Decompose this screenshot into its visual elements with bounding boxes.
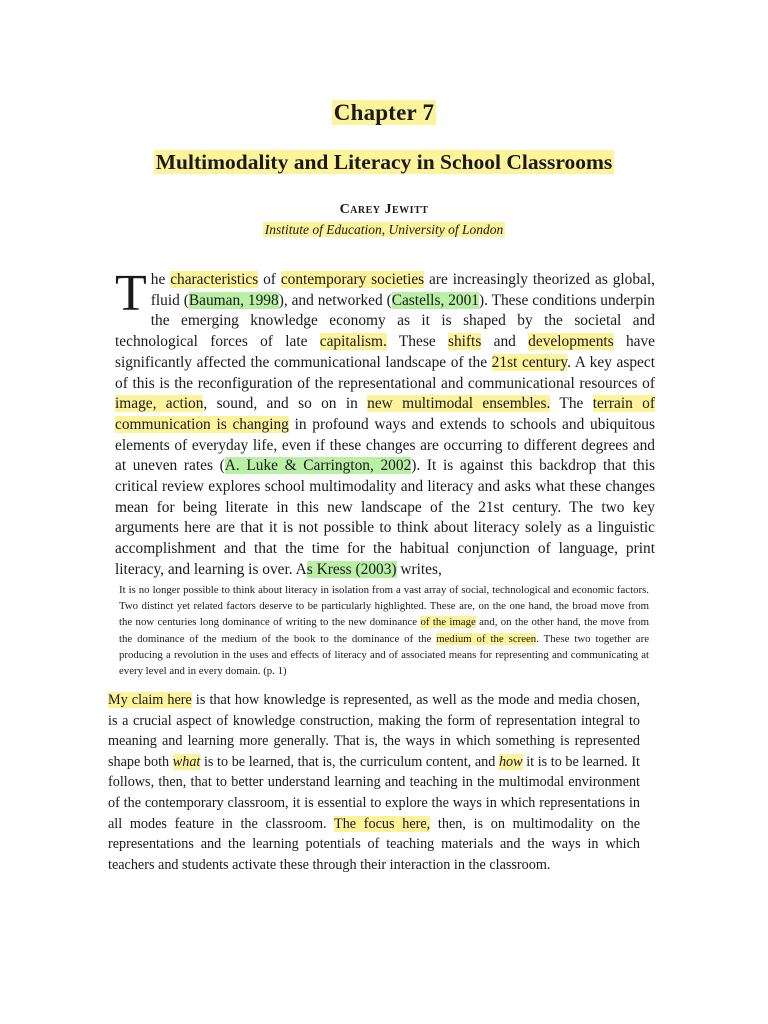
- author-affiliation: [0, 222, 768, 238]
- intro-text: have significantly affected the communicational landscape of the: [115, 333, 656, 371]
- highlight: new multimodal ensembles.: [367, 395, 551, 413]
- affiliation-text: Institute of Education, University of London: [264, 222, 504, 237]
- intro-text: are increasingly theorized as global, fluid (: [150, 271, 656, 309]
- quote-text: and, on the other hand, the move from the dominance of the medium of the book to the dominance of the: [119, 616, 649, 645]
- drop-cap: T: [115, 265, 147, 322]
- intro-text: in profound ways and extends to schools and ubiquitous elements of everyday life, even if these changes are occurring to different degrees and at uneven rates (: [115, 415, 655, 475]
- citation-highlight: Bauman, 1998: [188, 291, 279, 309]
- intro-paragraph: [115, 265, 656, 581]
- highlight: image, action: [115, 395, 204, 413]
- highlight: contemporary societies: [280, 271, 425, 288]
- highlight: medium of the screen: [436, 632, 537, 645]
- claim-paragraph: [108, 690, 640, 875]
- highlight: The focus here,: [334, 815, 431, 832]
- citation-highlight: Castells, 2001: [391, 291, 479, 309]
- paragraph-text: it is to be learned. It follows, then, that to better understand learning and teaching in the multimodal environment of the contemporary classroom, it is essential to explore the ways in which representations in all modes feature in the classroom.: [108, 753, 641, 832]
- intro-text: and: [481, 333, 529, 351]
- chapter-title: [0, 150, 768, 175]
- intro-text: ), and networked (: [278, 291, 392, 309]
- chapter-number-text: Chapter 7: [333, 100, 435, 125]
- highlight-italic: what: [172, 753, 201, 770]
- citation-highlight: A. Luke & Carrington, 2002: [224, 457, 412, 475]
- highlight: terrain of communication is changing: [115, 395, 655, 433]
- paragraph-text: is that how knowledge is represented, as well as the mode and media chosen, is a crucial aspect of knowledge construction, making the form of representation integral to meaning and learning more generally. That is, the ways in which something is represented shape both: [108, 692, 640, 770]
- intro-text: he: [150, 271, 171, 288]
- highlight: My claim here: [108, 692, 192, 708]
- chapter-title-text: Multimodality and Literacy in School Classrooms: [155, 150, 613, 174]
- highlight: developments: [528, 333, 614, 351]
- chapter-number: [0, 100, 768, 126]
- intro-text: . A key aspect of this is the reconfiguration of the representational and communicational resources of: [115, 353, 655, 392]
- paragraph-text: is to be learned, that is, the curriculum content, and: [200, 753, 499, 770]
- intro-text: of: [258, 271, 281, 288]
- intro-text: ). It is against this backdrop that this critical review explores school multimodality and literacy and asks what these changes mean for being literate in this new landscape of the 21st century. The two key arguments here are that it is not possible to think about literacy solely as a linguistic accomplishment and that the time for the habitual conjunction of language, print literacy, and learning is over. A: [115, 457, 655, 578]
- citation-highlight: s Kress (2003): [306, 560, 397, 578]
- highlight: 21st century: [491, 353, 568, 371]
- intro-text: These: [386, 333, 448, 351]
- paragraph-text: then, is on multimodality on the representations and the learning potentials of teaching materials and the ways in which teachers and students activate these through their interaction in the classroom.: [108, 815, 640, 873]
- highlight: shifts: [447, 333, 482, 351]
- highlight: characteristics: [170, 271, 259, 288]
- quote-text: . These two together are producing a revolution in the uses and effects of literacy and of associated means for representing and communicating at every level and in every domain. (p. 1): [119, 632, 649, 678]
- block-quote: [119, 582, 649, 679]
- intro-text: writes,: [396, 560, 442, 578]
- highlight: of the image: [420, 616, 476, 629]
- quote-text: It is no longer possible to think about literacy in isolation from a vast array of social, technological and economic factors. Two distinct yet related factors deserve to be particularly highlighted. These are, on the one hand, the broad move from the now centuries long dominance of writing to the new dominance: [119, 584, 649, 629]
- intro-text: The: [550, 395, 593, 413]
- intro-text: ). These conditions underpin the emerging knowledge economy as it is shaped by the societal and technological forces of late: [115, 291, 655, 351]
- author-name: Carey Jewitt: [339, 202, 429, 217]
- highlight: capitalism.: [319, 333, 387, 351]
- intro-text: , sound, and so on in: [203, 395, 368, 413]
- highlight-italic: how: [498, 753, 523, 770]
